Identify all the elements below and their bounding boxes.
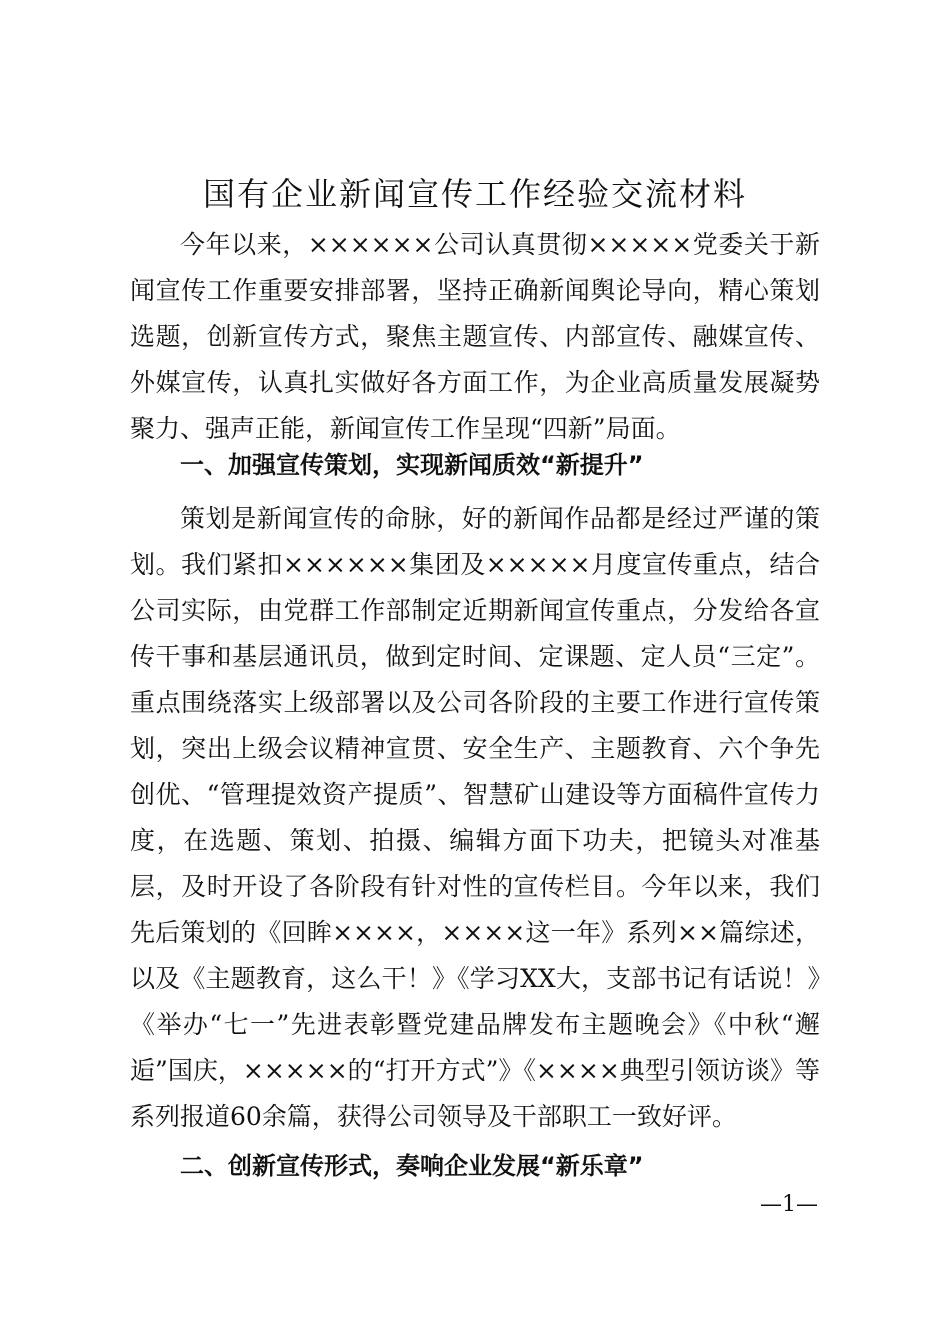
page-number: —1— (760, 1192, 818, 1217)
section-heading-1: 一、加强宣传策划，实现新闻质效“新提升” (180, 451, 644, 479)
document-title: 国有企业新闻宣传工作经验交流材料 (202, 175, 747, 213)
intro-paragraph: 今年以来，××××××公司认真贯彻×××××党委关于新闻宣传工作重要安排部署，坚持正确新闻舆论导向，精心策划选题，创新宣传方式，聚焦主题宣传、内部宣传、融媒宣传、外媒宣传，认真扎实做好各方面工作，为企业高质量发展凝势聚力、强声正能，新闻宣传工作呈现“四新”局面。 (130, 230, 820, 443)
section-heading-2: 二、创新宣传形式，奏响企业发展“新乐章” (180, 1152, 644, 1180)
section-paragraph-1: 策划是新闻宣传的命脉，好的新闻作品都是经过严谨的策划。我们紧扣××××××集团及×××××月度宣传重点，结合公司实际，由党群工作部制定近期新闻宣传重点，分发给各宣传干事和基层通讯员，做到定时间、定课题、定人员“三定”。重点围绕落实上级部署以及公司各阶段的主要工作进行宣传策划，突出上级会议精神宣贯、安全生产、主题教育、六个争先创优、“管理提效资产提质”、智慧矿山建设等方面稿件宣传力度，在选题、策划、拍摄、编辑方面下功夫，把镜头对准基层，及时开设了各阶段有针对性的宣传栏目。今年以来，我们先后策划的《回眸××××，××××这一年》系列××篇综述，以及《主题教育，这么干！》《学习XX大，支部书记有话说！》《举办“七一”先进表彰暨党建品牌发布主题晚会》《中秋“邂逅”国庆，×××××的“打开方式”》《××××典型引领访谈》等系列报道60余篇，获得公司领导及干部职工一致好评。 (130, 504, 820, 1131)
